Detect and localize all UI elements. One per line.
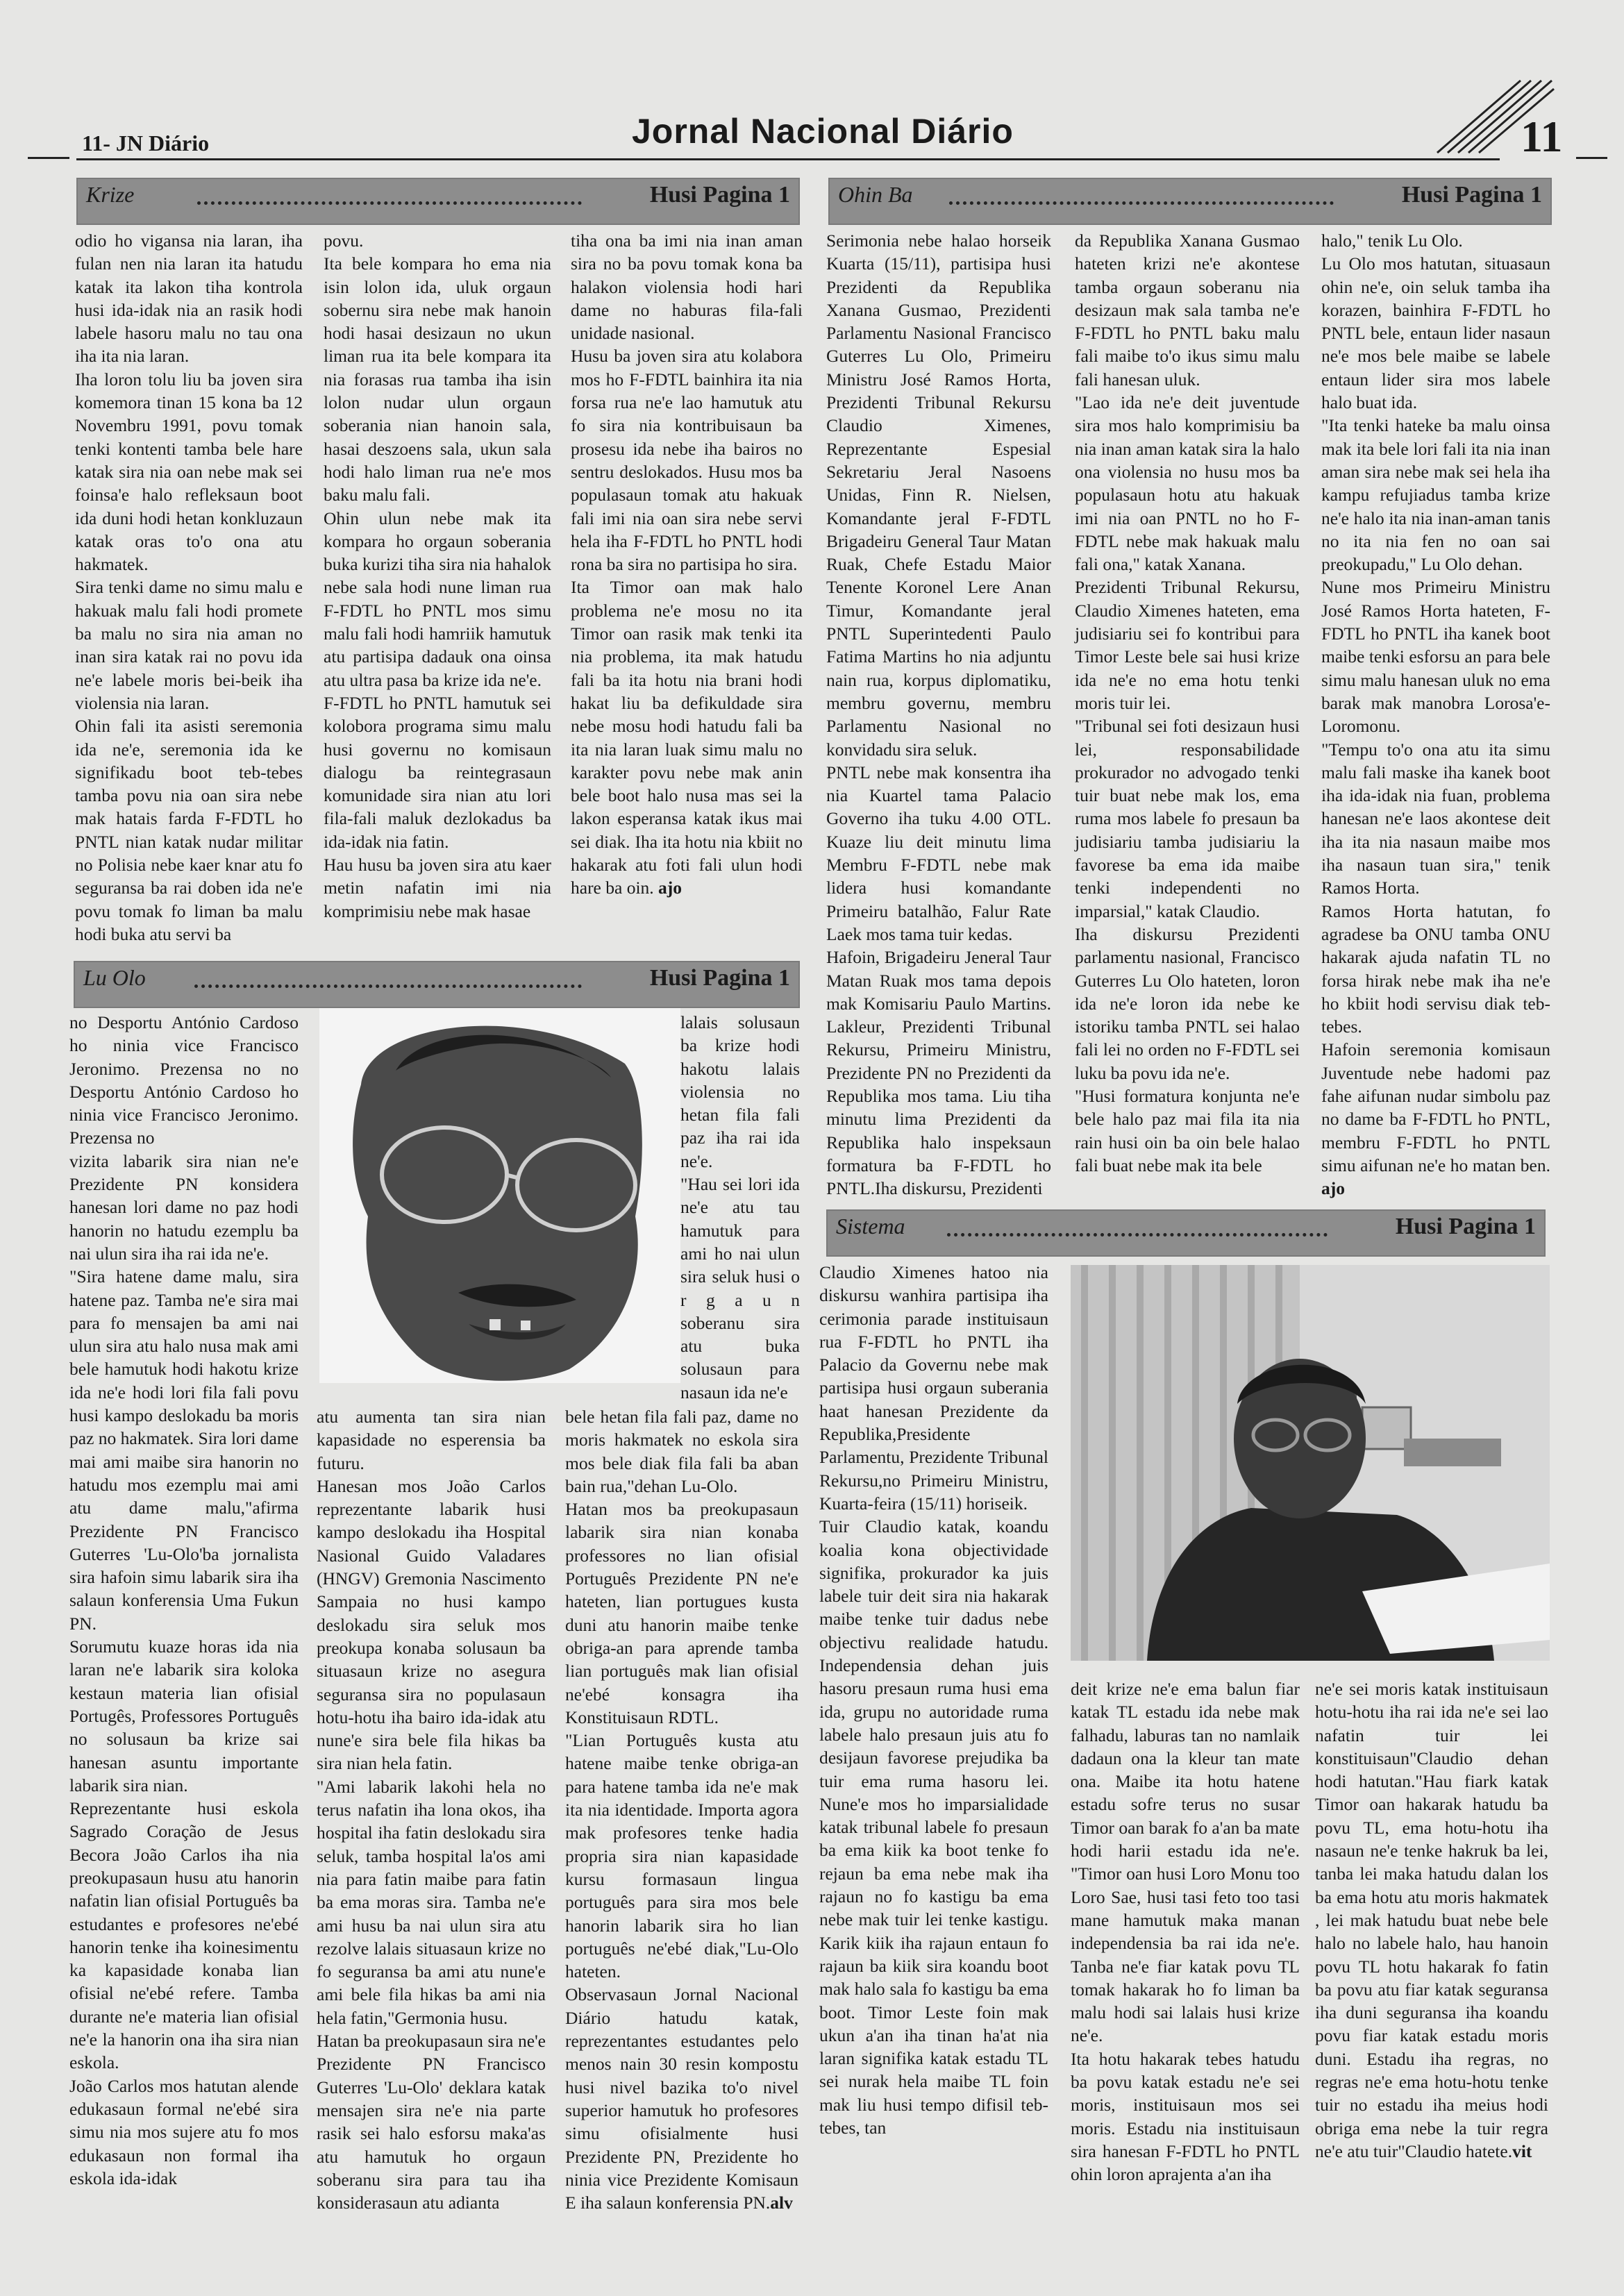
section-title: Lu Olo — [83, 965, 146, 990]
article-text: Serimonia nebe halao horseik Kuarta (15/11), partisipa husi Prezidenti da Republika Xanana Gusmao, Prezidenti Parlamentu Nasional Francisco Guterres Lu Olo, Primeiru Ministru José Ramos Horta, Prezidenti Tribunal Rekursu Claudio Ximenes, Reprezentante Espesial Sekretariu Jeral Nasoens Unidas, Finn R. Nielsen, Komandante jeral F-FDTL Brigadeiru General Taur Matan Ruak, Chefe Estadu Maior Tenente Koronel Lere Anan Timur, Komandante jeral PNTL Superintedenti Paulo Fatima Martins ho nia adjuntu nain rua, korpus diplomatiku, membru governu, membru Parlamentu Nasional no konvidadu sira seluk. PNTL nebe mak konsentra iha nia Kuartel tama Palacio Governo iha tuku 4.00 OTL. Kuaze liu deit minutu lima Membru F-FDTL nebe mak lidera husi komandante Primeiru batalhão, Falur Rate Laek mos tama tuir kedas. Hafoin, Brigadeiru Jeneral Taur Matan Ruak mos tama depois mak Komisariu Paulo Martins. Lakleur, Prezidenti Tribunal Rekursu, Primeiru Ministru, Prezidente PN no Prezidenti da Republika mos tama. Liu tiha minutu lima Prezidenti da Republika halo inspeksaun formatura ba F-FDTL ho PNTL.Iha diskursu, Prezidenti — [826, 231, 1051, 1199]
section-title: Ohin Ba — [838, 182, 913, 207]
author-signature: ajo — [658, 878, 683, 898]
folio-left: 11- JN Diário — [82, 131, 210, 156]
article-column — [1071, 1677, 1300, 2240]
author-signature: alv — [770, 2193, 793, 2213]
masthead-rule — [76, 158, 1500, 160]
article-column — [826, 229, 1051, 1208]
leader-dots — [949, 201, 1334, 209]
article-text — [1321, 229, 1550, 1200]
masthead-title: Jornal Nacional Diário — [632, 112, 1014, 151]
page-number: 11 — [1521, 112, 1563, 161]
section-ref: Husi Pagina 1 — [649, 182, 790, 208]
section-ref: Husi Pagina 1 — [1395, 1214, 1536, 1239]
article-column — [819, 1261, 1048, 2240]
article-column — [565, 1405, 798, 2238]
section-bar-lu-olo — [74, 961, 800, 1008]
article-text: povu. Ita bele kompara ho ema nia isin lolon ida, uluk orgaun sobernu sira nebe mak hanoin hodi hasai desizaun no ukun liman rua ita bele kompara ita nia forasas rua tamba iha isin lolon nudar ulun orgaun soberania nian hanoin sala, hasai deszoens sala, ukun sala hodi halo liman rua ne'e mos baku malu fali. Ohin ulun nebe mak ita kompara ho orgaun soberania buka kurizi tiha sira nia hahalok nebe sala hodi nune liman rua F-FDTL ho PNTL mos simu malu fali hodi hamriik hamutuk atu partisipa dadauk ona oinsa atu ultra pasa ba krize ida ne'e. F-FDTL ho PNTL hamutuk sei kolobora programa simu malu husi governu no komisaun dialogu ba reintegrasaun komunidade sira nian atu lori fila-fali maluk dezlokadus ba ida-idak nia fatin. Hau husu ba joven sira atu kaer metin nafatin imi nia komprimisiu nebe mak hasae — [324, 231, 551, 921]
author-signature: vit — [1512, 2140, 1532, 2161]
article-text: Claudio Ximenes hatoo nia diskursu wanhira partisipa iha cerimonia parade instituisaun rua F-FDTL ho PNTL iha Palacio da Governu nebe mak partisipa husi orgaun suberania haat hanesan Prezidente da Republika,Presidente Parlamentu, Prezidente Tribunal Rekursu,no Primeiru Ministru, Kuarta-feira (15/11) horiseik. Tuir Claudio katak, koandu koalia kona objectividade signifika, prokurador ka juis labele tuir deit sira nia hakarak maibe tenke tuir dadus nebe objectivu realidade hatudu. Independensia dehan juis hasoru presaun ruma husi ema ida, grupu no autoridade ruma labele halo presaun juis atu fo desijaun favorese prejudika ba tuir ema ruma hasoru lei. Nune'e mos ho imparsialidade katak tribunal labele fo presaun ba ema kiik ka boot tenke fo rejaun ba ema nebe mak iha rajaun no fo kastigu ba ema nebe mak tuir lei tenke kastigu. Karik kiik iha rajaun entaun fo rajaun ba kiik sira koandu boot mak halo sala fo kastigu ba ema boot. Timor Leste foin mak ukun a'an iha tinan ha'at nia laran signifika katak estadu TL sei nurak hela maibe TL foin mak liu husi tempo difisil teb-tebes, tan — [819, 1262, 1048, 2138]
article-text: bele hetan fila fali paz, dame no moris hakmatek no eskola sira mos bele diak fila fali ba aban bain rua,"dehan Lu-Olo. Hatan mos ba preokupasaun labarik sira nian konaba professores no lian ofisial Português Prezidente PN ne'e hateten, lian portugues kusta duni atu hanorin maibe tenke obriga-an para aprende tamba lian português mak lian ofisial ne'ebé konsagra iha Konstituisaun RDTL. "Lian Português kusta atu hatene maibe tenke obriga-an para hatene tamba ida ne'e mak ita nia identidade. Importa agora mak profesores tenke hadia propria sira nian kapasidade kursu formasaun lingua português para sira mos bele hanorin labarik sira ho lian português ne'ebé diak,"Lu-Olo hateten. Observasaun Jornal Nacional Diário hatudu katak, reprezentantes estudantes pelo menos nain 30 resin kompostu husi nivel bazika to'o nivel superior hamutuk ho profesores simu ofisialmente husi Prezidente PN, Prezidente ho ninia vice Prezidente Komisaun E iha salaun konferensia PN. — [565, 1407, 798, 2213]
author-signature: ajo — [1321, 1178, 1345, 1199]
article-text: deit krize ne'e ema balun fiar katak TL estadu ida nebe mak falhadu, laburas tan no namlaik dadaun ona la kleur tan mate ona. Maibe ita hotu hatene estadu sofre terus no susar Timor oan barak fo a'an ba mate hodi harii estadu ida ne'e. "Timor oan husi Loro Monu too Loro Sae, husi tasi feto too tasi mane hamutuk maka manan independensia ba rai ida ne'e. Tanba ne'e fiar katak povu TL tomak hakarak ho fo liman ba malu hodi sai lalais husi krize ne'e. Ita hotu hakarak tebes hatudu ba povu katak estadu ne'e sei moris, instituisaun mos sei moris. Estadu nia instituisaun sira hanesan F-FDTL ho PNTL ohin loron aprajenta a'an iha — [1071, 1679, 1300, 2185]
leader-dots — [194, 984, 582, 992]
article-text: atu aumenta tan sira nian kapasidade no esperensia ba futuru. Hanesan mos João Carlos reprezentante labarik husi kampo deslokadu iha Hospital Nasional Guido Valadares (HNGV) Gremonia Nascimento Sampaia no husi kampo deslokadu sira seluk mos preokupa konaba solusaun ba situasaun krize no asegura seguransa sira no populasaun hotu-hotu iha bairo ida-idak atu nune'e sira bele fila hikas ba sira nian hela fatin. "Ami labarik lakohi hela no terus nafatin iha lona okos, iha hospital iha fatin deslokadu sira seluk, tamba hospital la'os ami nia para fatin maibe para fatin ba ema moras sira. Tamba ne'e ami husu ba nai ulun sira atu rezolve lalais situasaun krize no fo seguransa ba ami atu nune'e ami bele fila hikas ba ami nia hela fatin,"Germonia husu. Hatan ba preokupasaun sira ne'e Prezidente PN Francisco Guterres 'Lu-Olo' deklara katak mensajen sira ne'e nia parte rasik sei halo esforsu maka'as atu hamutuk ho orgaun soberanu sira para tau iha konsiderasaun atu adianta — [317, 1407, 546, 2213]
article-text: da Republika Xanana Gusmao hateten krizi ne'e akontese tamba orgaun soberanu nia desizaun mak sala tamba ne'e F-FDTL ho PNTL baku malu fali maibe to'o ikus simu malu fali hanesan uluk. "Lao ida ne'e deit juventude sira mos halo komprimisiu ba nia inan aman katak sira la halo ona violensia no husu mos ba populasaun hotu atu hakuak imi nia oan PNTL no ho F-FDTL nebe mak hakuak malu fali ona," katak Xanana. Prezidenti Tribunal Rekursu, Claudio Ximenes hateten, ema judisiariu sei fo kontribui para Timor Leste bele sai husi krize ida ne'e no ema hotu tenki moris tuir lei. "Tribunal sei foti desizaun husi lei, responsabilidade prokurador no advogado tenki tuir buat nebe mak los, ema ruma mos labele fo presaun ba judisiariu tamba judisiariu la favorese ba ema ida maibe tenki independenti no imparsial," katak Claudio. Iha diskursu Prezidenti parlamentu nasional, Francisco Guterres Lu Olo hateten, loron ida ne'e loron ida nebe ke istoriku tamba PNTL sei halao fali lei no orden no F-FDTL sei luku ba povu ida ne'e. "Husi formatura konjunta ne'e bele halo paz mai fila ita nia rain husi oin ba oin bele halao fali buat nebe mak ita bele — [1075, 231, 1300, 1175]
article-text — [571, 229, 803, 900]
article-text: tiha ona ba imi nia inan aman sira no ba povu tomak kona ba halakon violensia hodi hari dame no haburas fila-fali unidade nasional. Husu ba joven sira atu kolabora mos ho F-FDTL bainhira ita nia forsa rua ne'e lao hamutuk atu fo sira nia kontribuisaun ba prosesu ida nebe iha bairos no sentru deslokados. Husu mos ba populasaun tomak atu hakuak fali imi nia oan sira nebe servi hela iha F-FDTL ho PNTL hodi rona ba sira no partisipa ho sira. Ita Timor oan mak halo problema ne'e mosu no ita Timor oan rasik mak tenki ita nia problema, ita mak hatudu fali ba ita hotu nia brani hodi hakat liu ba defikuldade sira nebe mosu hodi hatudu fali ba ita nia laran luak simu malu no karakter povu nebe mak anin bele boot halo nusa mas sei la lakon esperansa katak ikus mai sei diak. Iha ita hotu nia kbiit no hakarak atu foti fali ulun hodi hare ba oin. — [571, 231, 803, 898]
section-ref: Husi Pagina 1 — [1401, 182, 1542, 208]
section-bar-sistema — [826, 1209, 1546, 1257]
article-text: halo," tenik Lu Olo. Lu Olo mos hatutan, situasaun ohin ne'e, oin seluk tamba iha korazen, bainhira F-FDTL ho PNTL bele, entaun lider nasaun ne'e mos bele maibe se labele entaun lider sira mos labele halo buat ida. "Ita tenki hateke ba malu oinsa mak ita bele lori fali ita nia inan aman sira nebe mak sei hela iha kampu refujiadus tamba krize ne'e halo ita nia inan-aman tanis no ita nia fen no oan sai preokupadu," Lu Olo dehan. Nune mos Primeiru Ministru José Ramos Horta hateten, F-FDTL ho PNTL iha kanek boot maibe tenki esforsu an para bele simu malu hanesan uluk no ema barak mak manobra Lorosa'e-Loromonu. "Tempu to'o ona atu ita simu malu fali maske iha kanek boot iha ida-idak nia fuan, problema hanesan ne'e laos akontese deit iha ita nia nasaun maibe mos iha nasaun tuan sira," tenik Ramos Horta. Ramos Horta hatutan, fo agradese ba ONU tamba ONU hakarak ajuda nafatin TL no forsa hirak nebe mak iha ne'e ho kbiit hodi servisu diak teb-tebes. Hafoin seremonia komisaun Juventude nebe hadomi paz fahe aifunan nudar simbolu paz no dame ba F-FDTL ho PNTL, membru F-FDTL ho PNTL simu aifunan ne'e ho matan ben. — [1321, 231, 1550, 1175]
portrait-photo-claudio — [1071, 1265, 1550, 1661]
portrait-photo-lu-olo — [319, 1008, 680, 1383]
article-text: lalais solusaun ba krize hodi hakotu lalais violensia no hetan fila fali paz iha rai ida ne'e. "Hau sei lori ida ne'e atu tau hamutuk para ami ho nai ulun sira seluk husi o r g a u n soberanu sira atu buka solusaun para nasaun ida ne'e — [680, 1012, 800, 1402]
article-column — [680, 1011, 800, 1400]
article-column — [324, 229, 551, 953]
leader-dots — [947, 1233, 1328, 1241]
article-column — [1075, 229, 1300, 1208]
article-column — [75, 229, 303, 953]
article-text: no Desportu António Cardoso ho ninia vice Francisco Jeronimo. Prezensa no no Desportu António Cardoso ho ninia vice Francisco Jeronimo. Prezensa no vizita labarik sira nian ne'e Prezidente PN konsidera hanesan lori dame no paz hodi hanorin no hatudu ezemplu ba nai ulun sira iha rai ida ne'e. "Sira hatene dame malu, sira hatene paz. Tamba ne'e sira mai para fo mensajen ba ami nai ulun sira atu halo nusa mak ami bele hamutuk hodi hakotu krize ida ne'e hodi lori fila fali povu husi kampo deslokadu ba moris paz no hakmatek. Sira lori dame mai ami maibe sira hanorin no hatudu mos ezemplu mai ami atu dame malu,"afirma Prezidente PN Francisco Guterres 'Lu-Olo'ba jornalista sira hafoin simu labarik sira iha salaun konferensia Uma Fukun PN. Sorumutu kuaze horas ida nia laran ne'e labarik sira koloka kestaun materia lian ofisial Portugês, Professores Português no solusaun ba krize sai hanesan asuntu importante labarik sira nian. Reprezentante husi eskola Sagrado Coração de Jesus Becora João Carlos iha nia preokupasaun husu atu hanorin nafatin lian ofisial Português ba estudantes e profesores ne'ebé hanorin tenke iha koinesimentu ka kapasidade konaba lian ofisial ne'ebé refere. Tamba durante ne'e materia lian ofisial ne'e la hanorin ona iha sira nian eskola. João Carlos mos hatutan alende edukasaun formal ne'ebé sira simu nia mos sujere atu fo mos edukasaun non formal iha eskola ida-idak — [69, 1012, 299, 2188]
section-title: Sistema — [836, 1214, 905, 1239]
article-column — [1321, 229, 1550, 1208]
masthead-rule-left — [28, 157, 69, 159]
article-text: ne'e sei moris katak instituisaun hotu-hotu iha rai ida ne'e sei lao nafatin tuir lei konstituisaun"Claudio dehan hodi hatutan."Hau fiark katak Timor oan hakarak hatudu ba povu TL, ema hotu-hotu iha nasaun ne'e tenke hakruk ba lei, tanba lei maka hatudu dalan los ba ema hotu atu moris hakmatek , lei mak hatudu buat nebe bele halo no labele halo, hau hanoin povu TL hotu hakarak fo fatin ba povu atu fiar katak seguransa iha duni seguransa iha koandu povu fiar katak estadu moris duni. Estadu iha regras, no regras ne'e ema hotu-hotu tenke tuir no estadu iha meius hodi obriga ema nebe la tuir regra ne'e atu tuir"Claudio hatete. — [1315, 1679, 1553, 2161]
section-title: Krize — [86, 182, 135, 207]
article-column — [317, 1405, 546, 2238]
article-text: odio ho vigansa nia laran, iha fulan nen nia laran ita hatudu katak ita lakon tiha kontrola husi ida-idak nia an rasik hodi labele hasoru malu no tau ona iha ita nia laran. Iha loron tolu liu ba joven sira komemora tinan 15 kona ba 12 Novembru 1991, povu tomak tenki kontenti tamba bele hare katak sira nia oan nebe mak sei foinsa'e halo refleksaun boot ida duni hodi hetan konkluzaun katak oras to'o ona atu hakmatek. Sira tenki dame no simu malu e hakuak malu fali hodi promete ba malu no sira nia aman no inan sira katak rai no povu ida ne'e labele moris bei-beik iha violensia nia laran. Ohin fali ita asisti seremonia ida ne'e, seremonia ida ke signifikadu boot teb-tebes tamba povu nia oan sira nebe mak hatais farda F-FDTL ho PNTL nian katak nudar militar no Polisia nebe kaer knar atu fo seguransa ba rai doben ida ne'e povu tomak fo liman ba malu hodi buka atu servi ba — [75, 231, 303, 944]
article-text — [565, 1405, 798, 2214]
section-bar-krize — [76, 178, 800, 225]
masthead-rule-right — [1576, 157, 1607, 159]
leader-dots — [197, 201, 582, 209]
article-text — [1315, 1677, 1553, 2163]
section-ref: Husi Pagina 1 — [649, 965, 790, 991]
article-column — [571, 229, 803, 953]
article-column — [1315, 1677, 1553, 2240]
article-column — [69, 1011, 299, 2238]
section-bar-ohin-ba — [828, 178, 1552, 225]
